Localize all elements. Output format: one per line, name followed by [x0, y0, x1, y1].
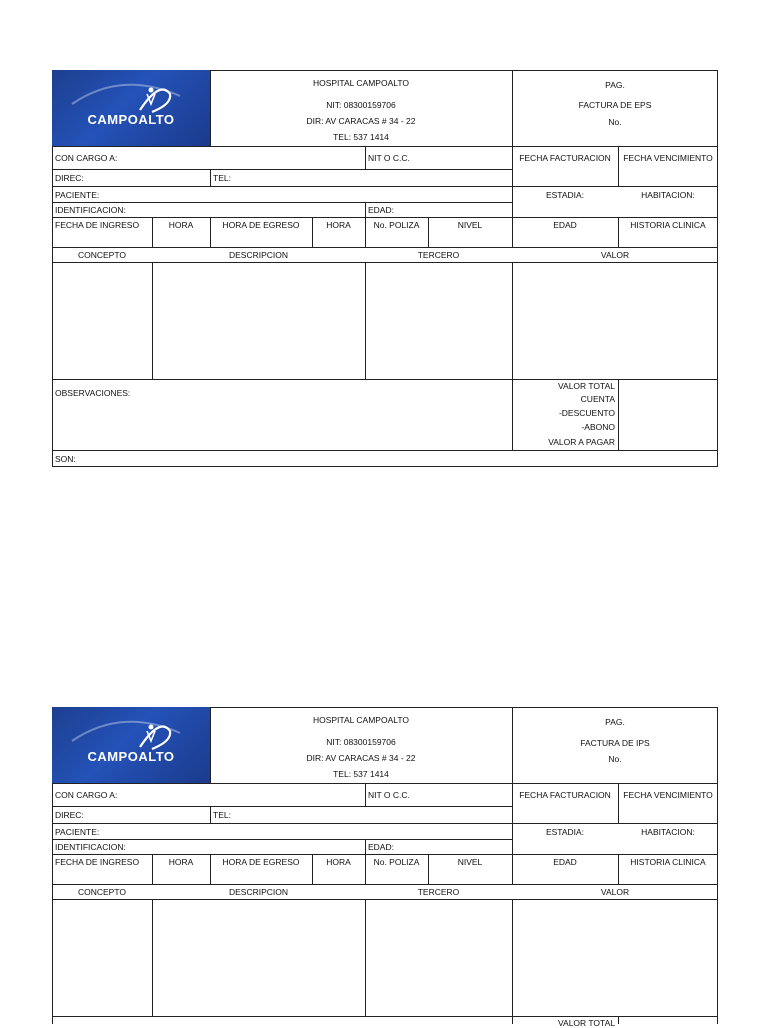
estadia-label: ESTADIA: — [545, 189, 585, 200]
descripcion-header: DESCRIPCION — [228, 887, 289, 897]
logo-text: CAMPOALTO — [87, 112, 175, 127]
valor-header: VALOR — [600, 887, 630, 897]
logo-swoosh-icon — [52, 70, 210, 146]
invoice-number-label: No. — [608, 117, 622, 127]
hora-ingreso-label: HORA — [168, 856, 194, 867]
poliza-label: No. POLIZA — [373, 219, 420, 230]
paciente-label: PACIENTE: — [55, 826, 100, 837]
paciente-label: PACIENTE: — [55, 189, 100, 200]
con-cargo-label: CON CARGO A: — [55, 789, 118, 800]
concepto-header: CONCEPTO — [77, 250, 127, 260]
estadia-label: ESTADIA: — [545, 826, 585, 837]
observaciones-label: OBSERVACIONES: — [55, 388, 131, 398]
historia-clinica-label: HISTORIA CLINICA — [630, 219, 706, 230]
tel-label: TEL: — [213, 173, 231, 183]
habitacion-label: HABITACION: — [641, 826, 695, 837]
page-label: PAG. — [605, 717, 625, 727]
campoalto-logo — [52, 70, 210, 146]
identificacion-label: IDENTIFICACION: — [55, 205, 126, 215]
habitacion-label: HABITACION: — [641, 189, 695, 200]
edad-field-label: EDAD: — [368, 842, 394, 852]
nivel-label: NIVEL — [457, 219, 483, 230]
fecha-ingreso-label: FECHA DE INGRESO — [55, 856, 140, 867]
tel-label: TEL: — [213, 810, 231, 820]
edad-label: EDAD — [553, 856, 577, 867]
cuenta-label: CUENTA — [580, 394, 615, 404]
edad-label: EDAD — [553, 219, 577, 230]
valor-total-label: VALOR TOTAL — [557, 381, 615, 391]
hospital-name: HOSPITAL CAMPOALTO — [312, 715, 410, 725]
hospital-address: DIR: AV CARACAS # 34 - 22 — [306, 753, 416, 763]
fecha-facturacion-label: FECHA FACTURACION — [519, 790, 611, 800]
tercero-header: TERCERO — [417, 250, 460, 260]
direc-label: DIREC: — [55, 810, 84, 820]
identificacion-label: IDENTIFICACION: — [55, 842, 126, 852]
logo-text: CAMPOALTO — [87, 749, 175, 764]
poliza-label: No. POLIZA — [373, 856, 420, 867]
nivel-label: NIVEL — [457, 856, 483, 867]
nit-cc-label: NIT O C.C. — [368, 789, 410, 800]
hora-egreso-label: HORA DE EGRESO — [222, 856, 300, 867]
invoice-type: FACTURA DE EPS — [578, 100, 652, 110]
invoice-type: FACTURA DE IPS — [580, 738, 650, 748]
valor-header: VALOR — [600, 250, 630, 260]
campoalto-logo — [52, 707, 210, 783]
invoice-form-ips — [52, 707, 718, 1028]
hospital-nit: NIT: 08300159706 — [326, 737, 396, 747]
nit-cc-label: NIT O C.C. — [368, 152, 410, 163]
concepto-header: CONCEPTO — [77, 887, 127, 897]
descuento-label: -DESCUENTO — [558, 408, 615, 418]
direc-label: DIREC: — [55, 173, 84, 183]
logo-swoosh-icon — [52, 707, 210, 783]
invoice-form-eps — [52, 70, 718, 467]
con-cargo-label: CON CARGO A: — [55, 152, 118, 163]
hora-egreso-label: HORA DE EGRESO — [222, 219, 300, 230]
hospital-address: DIR: AV CARACAS # 34 - 22 — [306, 116, 416, 126]
abono-label: -ABONO — [581, 422, 615, 432]
fecha-vencimiento-label: FECHA VENCIMIENTO — [623, 153, 713, 163]
edad-field-label: EDAD: — [368, 205, 394, 215]
hospital-phone: TEL: 537 1414 — [333, 132, 389, 142]
hospital-nit: NIT: 08300159706 — [326, 100, 396, 110]
descripcion-header: DESCRIPCION — [228, 250, 289, 260]
historia-clinica-label: HISTORIA CLINICA — [630, 856, 706, 867]
page-label: PAG. — [605, 80, 625, 90]
invoice-number-label: No. — [608, 754, 622, 764]
valor-a-pagar-label: VALOR A PAGAR — [548, 437, 615, 447]
fecha-ingreso-label: FECHA DE INGRESO — [55, 219, 140, 230]
valor-total-label: VALOR TOTAL — [557, 1018, 615, 1028]
hora-egreso-time-label: HORA — [326, 219, 351, 230]
hora-ingreso-label: HORA — [168, 219, 194, 230]
son-label: SON: — [55, 453, 76, 464]
hora-egreso-time-label: HORA — [326, 856, 351, 867]
fecha-facturacion-label: FECHA FACTURACION — [519, 153, 611, 163]
hospital-phone: TEL: 537 1414 — [333, 769, 389, 779]
hospital-name: HOSPITAL CAMPOALTO — [312, 78, 410, 88]
tercero-header: TERCERO — [417, 887, 460, 897]
fecha-vencimiento-label: FECHA VENCIMIENTO — [623, 790, 713, 800]
